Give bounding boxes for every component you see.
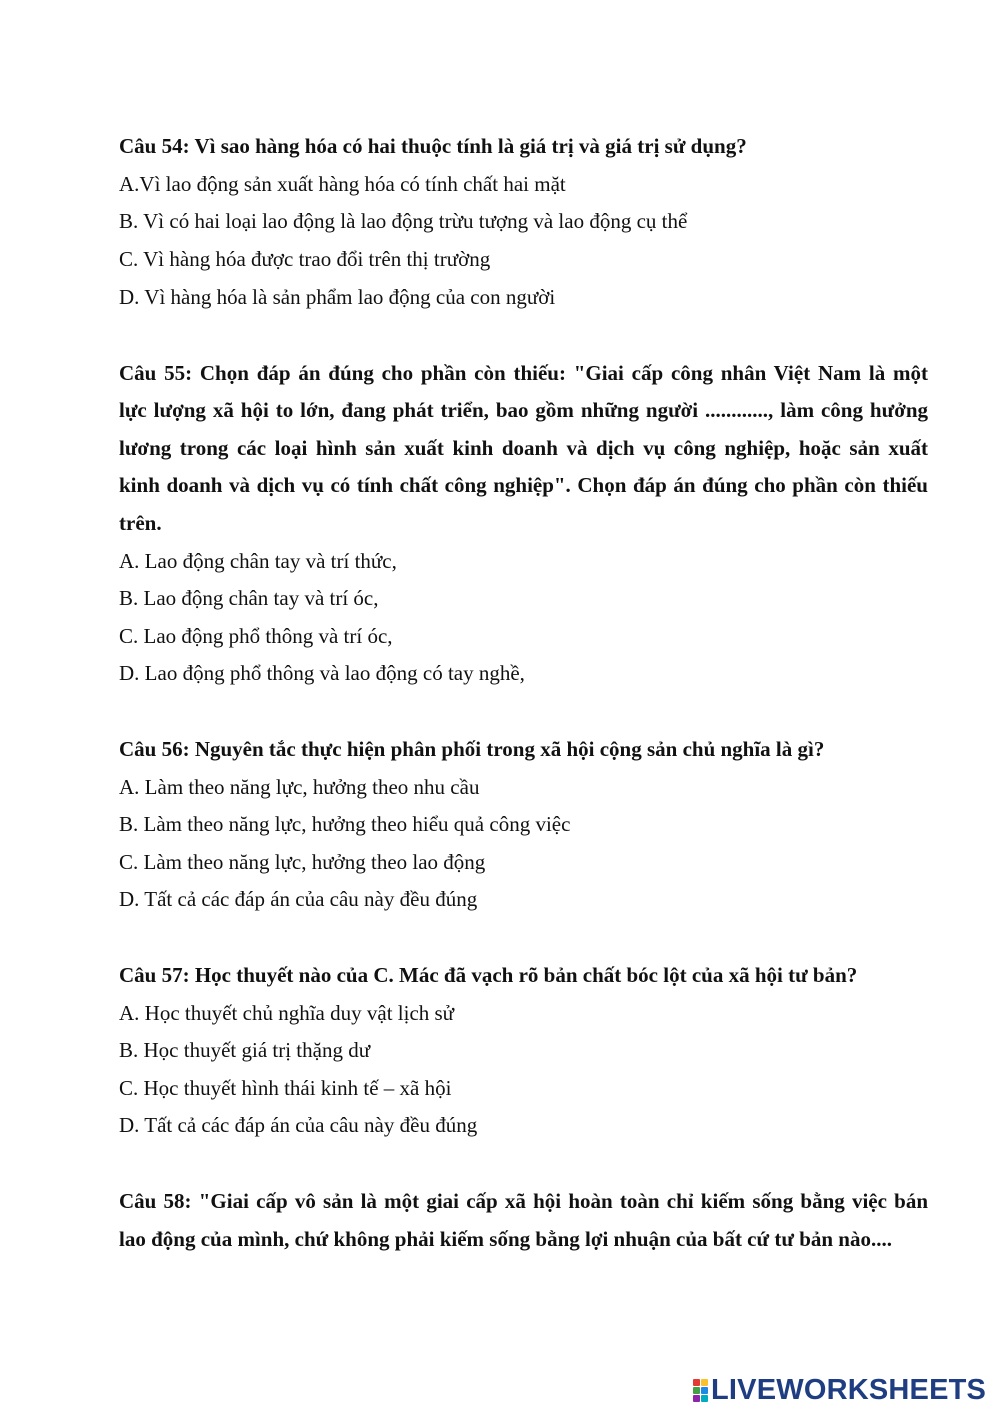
question-55-title-line-5: trên.	[119, 511, 162, 535]
logo-square-4	[701, 1387, 708, 1394]
question-54-title: Câu 54: Vì sao hàng hóa có hai thuộc tính là giá trị và giá trị sử dụng?	[119, 134, 747, 158]
question-56-option-d: D. Tất cả các đáp án của câu này đều đúng	[119, 887, 478, 911]
question-54-option-b: B. Vì có hai loại lao động là lao động trừu tượng và lao động cụ thể	[119, 209, 688, 233]
question-54-option-d: D. Vì hàng hóa là sản phẩm lao động của con người	[119, 285, 556, 309]
question-56-option-b: B. Làm theo năng lực, hưởng theo hiểu quả công việc	[119, 812, 571, 836]
liveworksheets-logo[interactable]	[693, 1376, 986, 1404]
question-56-title: Câu 56: Nguyên tắc thực hiện phân phối trong xã hội cộng sản chủ nghĩa là gì?	[119, 737, 825, 761]
question-55-title-line-1: Câu 55: Chọn đáp án đúng cho phần còn thiếu: "Giai cấp công nhân Việt Nam là một	[119, 361, 928, 385]
logo-square-6	[701, 1395, 708, 1402]
liveworksheets-logo-text: LIVEWORKSHEETS	[711, 1374, 987, 1406]
question-54-option-c: C. Vì hàng hóa được trao đổi trên thị trường	[119, 247, 491, 271]
liveworksheets-logo-icon	[693, 1379, 708, 1402]
question-56-option-a: A. Làm theo năng lực, hưởng theo nhu cầu	[119, 775, 480, 799]
question-54-option-a: A.Vì lao động sản xuất hàng hóa có tính chất hai mặt	[119, 172, 566, 196]
question-55-option-a: A. Lao động chân tay và trí thức,	[119, 549, 397, 573]
question-55-option-d: D. Lao động phổ thông và lao động có tay nghề,	[119, 661, 525, 685]
question-55-title-line-3: lương trong các loại hình sản xuất kinh doanh và dịch vụ công nghiệp, hoặc sản xuất	[119, 436, 928, 460]
question-57-option-d: D. Tất cả các đáp án của câu này đều đúng	[119, 1113, 478, 1137]
logo-square-3	[693, 1387, 700, 1394]
question-57-option-b: B. Học thuyết giá trị thặng dư	[119, 1038, 371, 1062]
question-58-title-line-2: lao động của mình, chứ không phải kiếm sống bằng lợi nhuận của bất cứ tư bản nào....	[119, 1227, 892, 1251]
logo-square-5	[693, 1395, 700, 1402]
question-55-option-c: C. Lao động phổ thông và trí óc,	[119, 624, 393, 648]
question-58-title-line-1: Câu 58: "Giai cấp vô sản là một giai cấp xã hội hoàn toàn chỉ kiếm sống bằng việc bán	[119, 1189, 928, 1213]
question-55-title-line-2: lực lượng xã hội to lớn, đang phát triển, bao gồm những người ............, làm công hưởng	[119, 398, 928, 422]
question-57-option-a: A. Học thuyết chủ nghĩa duy vật lịch sử	[119, 1001, 455, 1025]
question-57-option-c: C. Học thuyết hình thái kinh tế – xã hội	[119, 1076, 452, 1100]
logo-square-2	[701, 1379, 708, 1386]
question-56-option-c: C. Làm theo năng lực, hưởng theo lao động	[119, 850, 486, 874]
logo-square-1	[693, 1379, 700, 1386]
question-55-title-line-4: kinh doanh và dịch vụ có tính chất công nghiệp". Chọn đáp án đúng cho phần còn thiếu	[119, 473, 928, 497]
question-55-option-b: B. Lao động chân tay và trí óc,	[119, 586, 379, 610]
question-57-title: Câu 57: Học thuyết nào của C. Mác đã vạch rõ bản chất bóc lột của xã hội tư bản?	[119, 963, 858, 987]
